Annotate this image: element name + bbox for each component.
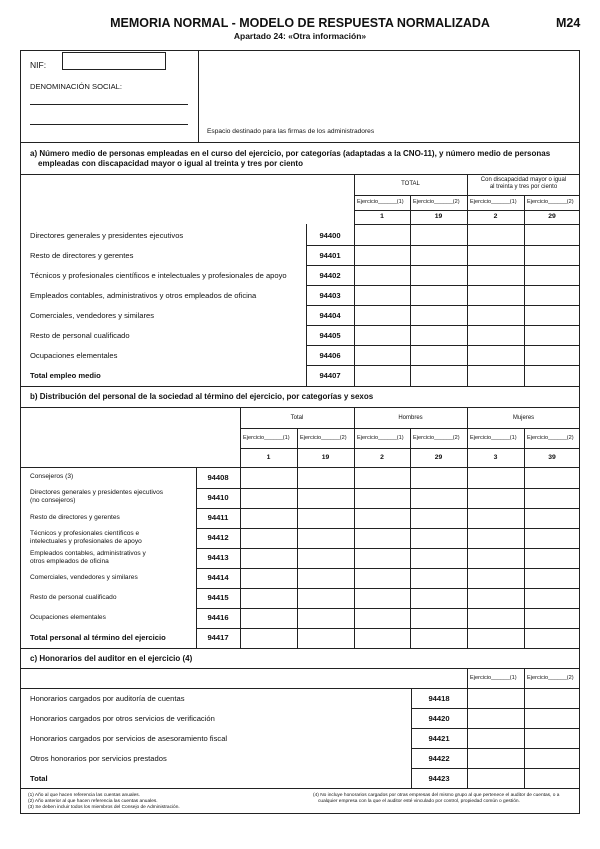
b-header-mujeres: Mujeres	[512, 415, 535, 421]
a-row-code: 94407	[319, 371, 341, 380]
c-row-code: 94422	[428, 754, 450, 763]
nif-field[interactable]	[62, 52, 166, 70]
rule	[20, 142, 580, 143]
b-ejercicio: Ejercicio______(2)	[413, 435, 460, 441]
a-ejercicio-4: Ejercicio______(2)	[527, 199, 574, 205]
grid-line	[196, 568, 580, 569]
b-ejercicio: Ejercicio______(1)	[470, 435, 517, 441]
a-col-num-2: 19	[434, 213, 443, 220]
grid-line	[196, 488, 580, 489]
b-col-num-4: 29	[434, 454, 443, 461]
grid-line	[196, 508, 580, 509]
grid-line	[524, 428, 525, 648]
grid-line	[297, 428, 298, 648]
form-title: MEMORIA NORMAL - MODELO DE RESPUESTA NORMALIZADA	[110, 16, 490, 30]
b-row-code: 94412	[207, 533, 229, 542]
b-col-num-3: 2	[380, 454, 384, 461]
a-col-num-3: 2	[493, 213, 498, 220]
grid-line	[306, 325, 580, 326]
b-ejercicio: Ejercicio______(2)	[300, 435, 347, 441]
form-code: M24	[556, 16, 581, 30]
b-row-label: Técnicos y profesionales científicos e	[30, 530, 140, 537]
a-row-label: Directores generales y presidentes ejecutivos	[30, 231, 184, 240]
rule	[20, 668, 580, 669]
a-row-label-total: Total empleo medio	[30, 371, 101, 380]
b-row-label: Ocupaciones elementales	[30, 614, 106, 621]
b-col-num-2: 19	[321, 454, 330, 461]
grid-line	[354, 174, 355, 386]
a-col-num-1: 1	[380, 213, 384, 220]
b-row-code: 94414	[207, 573, 229, 582]
a-header-disc-1: Con discapacidad mayor o igual	[480, 177, 567, 183]
a-ejercicio-1: Ejercicio______(1)	[357, 199, 404, 205]
b-col-num-5: 3	[493, 454, 498, 461]
footnote-1: (1) Año al que hacen referencia las cuentas anuales.	[28, 793, 141, 798]
b-row-code: 94411	[207, 513, 229, 522]
b-row-label: Empleados contables, administrativos y	[30, 550, 146, 557]
grid-line	[306, 305, 580, 306]
b-row-label: Resto de personal cualificado	[30, 594, 117, 601]
b-row-label: Comerciales, vendedores y similares	[30, 574, 138, 581]
b-ejercicio: Ejercicio______(2)	[527, 435, 574, 441]
b-col-num-6: 39	[548, 454, 556, 461]
a-col-num-4: 29	[548, 213, 556, 220]
grid-line	[196, 548, 580, 549]
c-row-label: Honorarios cargados por otros servicios de verificación	[30, 714, 215, 723]
a-row-label: Empleados contables, administrativos y otros empleados de oficina	[30, 291, 257, 300]
c-row-code: 94423	[428, 774, 450, 783]
form-subtitle: Apartado 24: «Otra información»	[233, 31, 367, 41]
section-a-title-2: empleadas con discapacidad mayor o igual al treinta y tres por ciento	[38, 159, 303, 168]
a-ejercicio-2: Ejercicio______(2)	[413, 199, 460, 205]
nif-label: NIF:	[30, 60, 47, 70]
grid-line	[411, 728, 580, 729]
b-row-code: 94408	[207, 473, 229, 482]
b-ejercicio: Ejercicio______(1)	[357, 435, 404, 441]
grid-line	[411, 768, 580, 769]
footnote-3: (3) Se deben incluir todos los miembros del Consejo de Administración.	[28, 805, 180, 810]
a-row-code: 94405	[319, 331, 341, 340]
a-row-code: 94404	[319, 311, 341, 320]
b-row-label: Resto de directores y gerentes	[30, 514, 120, 521]
b-row-label-2: otros empleados de oficina	[30, 558, 109, 565]
a-ejercicio-3: Ejercicio______(1)	[470, 199, 517, 205]
rule	[20, 648, 580, 649]
b-row-code: 94417	[207, 633, 229, 642]
grid-line	[306, 245, 580, 246]
grid-line	[354, 210, 580, 211]
a-header-disc-2: al treinta y tres por ciento	[489, 184, 558, 190]
rule	[20, 788, 580, 789]
grid-line	[306, 365, 580, 366]
grid-line	[306, 345, 580, 346]
footnote-4-line-1: (4) No incluye honorarios cargados por otras empresas del mismo grupo al que pertenece el auditor de cuentas, o a	[313, 793, 560, 798]
section-c-title: c) Honorarios del auditor en el ejercicio (4)	[30, 654, 193, 663]
grid-line	[20, 688, 580, 689]
grid-line	[240, 448, 580, 449]
grid-line	[196, 628, 580, 629]
a-row-code: 94400	[319, 231, 341, 240]
grid-line	[354, 195, 580, 196]
grid-line	[20, 467, 580, 468]
a-row-code: 94406	[319, 351, 341, 360]
rule	[20, 407, 580, 408]
grid-line	[411, 748, 580, 749]
c-row-code: 94418	[428, 694, 450, 703]
grid-line	[196, 608, 580, 609]
denominacion-label: DENOMINACIÓN SOCIAL:	[30, 82, 122, 91]
b-row-code: 94416	[207, 613, 229, 622]
c-ejercicio-1: Ejercicio______(1)	[470, 675, 517, 681]
section-b-title: b) Distribución del personal de la sociedad al término del ejercicio, por categorías y sexos	[30, 392, 374, 401]
grid-line	[410, 428, 411, 648]
grid-line	[240, 428, 580, 429]
section-a-title-1: a) Número medio de personas empleadas en el curso del ejercicio, por categorías (adaptadas a la CNO-11), y número medio de personas	[30, 149, 551, 158]
c-row-label: Honorarios cargados por auditoría de cuentas	[30, 694, 185, 703]
a-row-label: Ocupaciones elementales	[30, 351, 118, 360]
grid-line	[196, 528, 580, 529]
b-header-total: Total	[290, 415, 304, 421]
a-row-code: 94402	[319, 271, 341, 280]
rule	[20, 386, 580, 387]
b-row-label: Directores generales y presidentes ejecutivos	[30, 489, 164, 496]
a-row-label: Resto de personal cualificado	[30, 331, 130, 340]
a-row-label: Resto de directores y gerentes	[30, 251, 134, 260]
b-row-label-2: (no consejeros)	[30, 497, 76, 504]
rule	[20, 174, 580, 175]
c-row-code: 94421	[428, 734, 450, 743]
c-row-label: Honorarios cargados por servicios de asesoramiento fiscal	[30, 734, 228, 743]
c-row-label: Otros honorarios por servicios prestados	[30, 754, 167, 763]
grid-line	[354, 224, 580, 225]
b-row-code: 94415	[207, 593, 229, 602]
footnote-2: (2) Año anterior al que hacen referencia las cuentas anuales.	[28, 799, 158, 804]
firmas-note: Espacio destinado para las firmas de los administradores	[207, 128, 375, 135]
a-row-code: 94401	[319, 251, 341, 260]
denominacion-line-1[interactable]	[30, 104, 188, 105]
grid-line	[196, 588, 580, 589]
a-row-label: Comerciales, vendedores y similares	[30, 311, 155, 320]
grid-line	[306, 285, 580, 286]
grid-line	[411, 708, 580, 709]
grid-line	[306, 265, 580, 266]
b-row-label-total: Total personal al término del ejercicio	[30, 633, 166, 642]
c-row-label-total: Total	[30, 774, 48, 783]
a-row-code: 94403	[319, 291, 341, 300]
b-row-label: Consejeros (3)	[30, 473, 74, 480]
id-divider	[198, 50, 199, 142]
footnote-4-line-2: cualquier empresa con la que el auditor esté vinculado por control, propiedad común o gestión.	[318, 799, 520, 804]
b-row-code: 94413	[207, 553, 229, 562]
grid-line	[467, 174, 468, 386]
a-row-label: Técnicos y profesionales científicos e intelectuales y profesionales de apoyo	[30, 271, 287, 280]
b-ejercicio: Ejercicio______(1)	[243, 435, 290, 441]
c-ejercicio-2: Ejercicio______(2)	[527, 675, 574, 681]
b-col-num-1: 1	[266, 454, 271, 461]
b-header-hombres: Hombres	[398, 415, 423, 421]
denominacion-line-2[interactable]	[30, 124, 188, 125]
a-header-total: TOTAL	[401, 181, 420, 187]
b-row-label-2: intelectuales y profesionales de apoyo	[30, 538, 142, 545]
b-row-code: 94410	[207, 493, 229, 502]
c-row-code: 94420	[428, 714, 450, 723]
